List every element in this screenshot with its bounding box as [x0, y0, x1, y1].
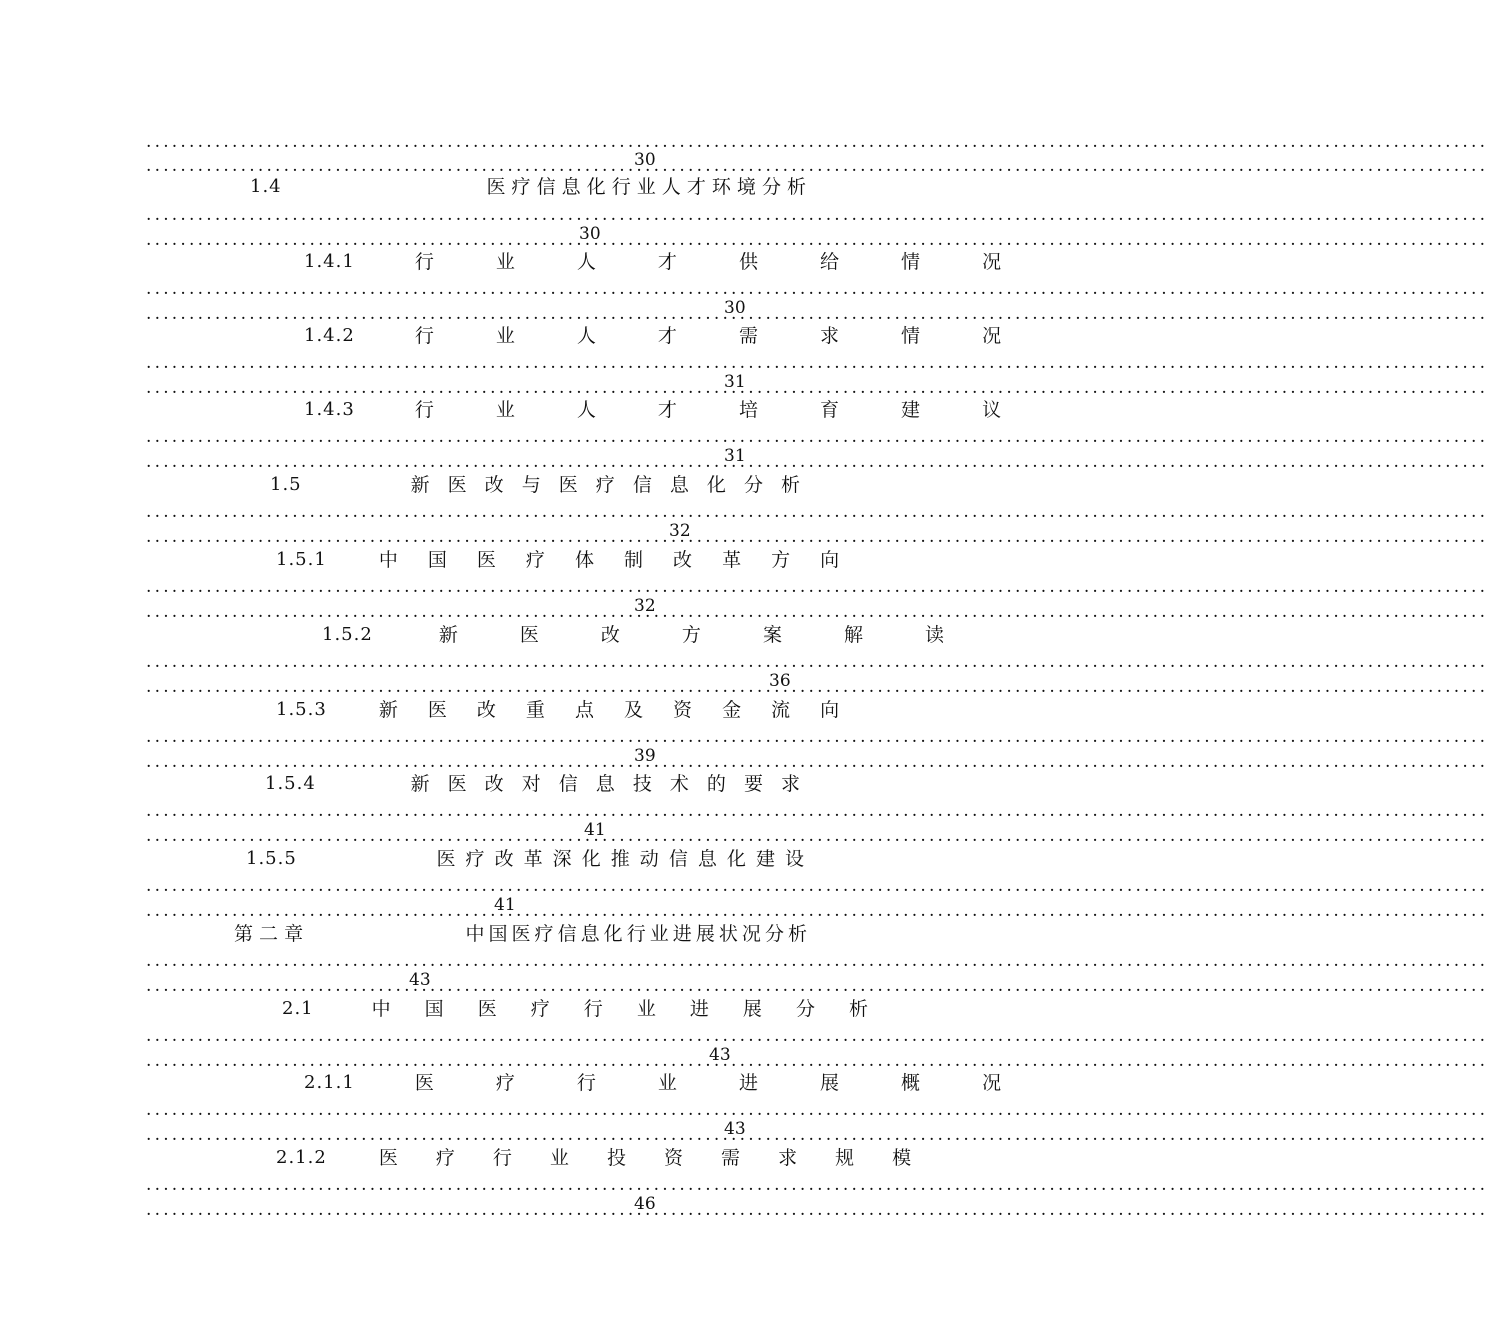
- toc-entry-title: 行 业 人 才 培 育 建 议: [414, 399, 1030, 421]
- toc-entry[interactable]: [276, 546, 852, 574]
- toc-page-number: 46: [634, 1194, 656, 1214]
- toc-entry-number: 1.5.5: [246, 848, 297, 869]
- toc-entry-number: 1.4: [250, 176, 282, 197]
- toc-entry-number: 1.5.2: [322, 624, 373, 645]
- toc-leader-dots: [146, 1198, 626, 1222]
- toc-entry-number: 2.1.1: [304, 1072, 355, 1093]
- toc-leader-dots: [146, 799, 806, 823]
- toc-leader-dots: [146, 351, 806, 375]
- toc-chapter-entry[interactable]: [234, 920, 806, 948]
- toc-entry[interactable]: [304, 1069, 1030, 1097]
- toc-entry-number: 1.5.4: [265, 773, 316, 794]
- toc-leader-dots: [146, 650, 806, 674]
- toc-entry-number: 第 二 章: [234, 923, 304, 945]
- toc-page-number: 31: [724, 446, 746, 466]
- toc-page-number: 32: [669, 521, 691, 541]
- toc-page-number: 30: [579, 224, 601, 244]
- toc-entry[interactable]: [265, 770, 806, 798]
- toc-entry[interactable]: [322, 621, 973, 649]
- toc-entry-number: 2.1.2: [276, 1147, 327, 1168]
- toc-entry[interactable]: [250, 173, 806, 201]
- toc-leader-dots: [146, 277, 806, 301]
- toc-entry-title: 行 业 人 才 需 求 情 况: [414, 325, 1030, 347]
- toc-leader-dots: [146, 575, 806, 599]
- toc-page-number: 41: [584, 820, 606, 840]
- toc-entry-title: 医 疗 信 息 化 行 业 人 才 环 境 分 析: [486, 176, 806, 198]
- toc-leader-dots: [146, 725, 806, 749]
- toc-page-number: 36: [769, 671, 791, 691]
- toc-leader-dots: [146, 1024, 806, 1048]
- toc-entry[interactable]: [304, 396, 1030, 424]
- toc-page-number: 43: [724, 1119, 746, 1139]
- toc-entry-number: 1.4.2: [304, 325, 355, 346]
- toc-entry-title: 行 业 人 才 供 给 情 况: [414, 251, 1030, 273]
- toc-entry-number: 1.4.1: [304, 251, 355, 272]
- toc-page-number: 30: [724, 298, 746, 318]
- toc-entry[interactable]: [246, 845, 806, 873]
- toc-page-number: 43: [409, 970, 431, 990]
- toc-entry-title: 医 疗 改 革 深 化 推 动 信 息 化 建 设: [436, 848, 806, 870]
- toc-leader-dots: [146, 1098, 806, 1122]
- toc-page-line: [146, 1194, 656, 1222]
- toc-leader-dots: [146, 130, 806, 154]
- toc-entry-title: 中 国 医 疗 信 息 化 行 业 进 展 状 况 分 析: [465, 923, 806, 945]
- toc-entry-number: 1.5.3: [276, 699, 327, 720]
- toc-entry[interactable]: [282, 995, 882, 1023]
- toc-leader-dots: [146, 203, 806, 227]
- toc-page-number: 31: [724, 372, 746, 392]
- toc-entry-number: 1.4.3: [304, 399, 355, 420]
- toc-entry[interactable]: [304, 322, 1030, 350]
- toc-leader-dots: [146, 425, 806, 449]
- toc-entry-title: 新 医 改 方 案 解 读: [438, 624, 973, 646]
- toc-page-number: 41: [494, 895, 516, 915]
- toc-entry-title: 新 医 改 对 信 息 技 术 的 要 求: [410, 773, 806, 795]
- toc-leader-dots: [146, 949, 806, 973]
- toc-leader-dots: [146, 1173, 806, 1197]
- toc-leader-dots: [146, 500, 806, 524]
- toc-entry-title: 新 医 改 重 点 及 资 金 流 向: [378, 699, 852, 721]
- toc-page-number: 30: [634, 150, 656, 170]
- toc-entry-title: 医 疗 行 业 投 资 需 求 规 模: [378, 1147, 928, 1169]
- toc-page-number: 43: [709, 1045, 731, 1065]
- toc-entry-title: 新 医 改 与 医 疗 信 息 化 分 析: [410, 474, 806, 496]
- toc-entry-title: 中 国 医 疗 体 制 改 革 方 向: [378, 549, 852, 571]
- toc-entry[interactable]: [276, 696, 852, 724]
- toc-entry-number: 1.5.1: [276, 549, 327, 570]
- toc-page-number: 39: [634, 746, 656, 766]
- toc-entry[interactable]: [276, 1144, 928, 1172]
- toc-entry-title: 医 疗 行 业 进 展 概 况: [414, 1072, 1030, 1094]
- toc-page-number: 32: [634, 596, 656, 616]
- toc-entry-number: 2.1: [282, 998, 314, 1019]
- toc-entry[interactable]: [304, 248, 1030, 276]
- toc-entry[interactable]: [270, 471, 806, 499]
- toc-leader-dots: [146, 874, 806, 898]
- toc-entry-number: 1.5: [270, 474, 302, 495]
- toc-entry-title: 中 国 医 疗 行 业 进 展 分 析: [371, 998, 882, 1020]
